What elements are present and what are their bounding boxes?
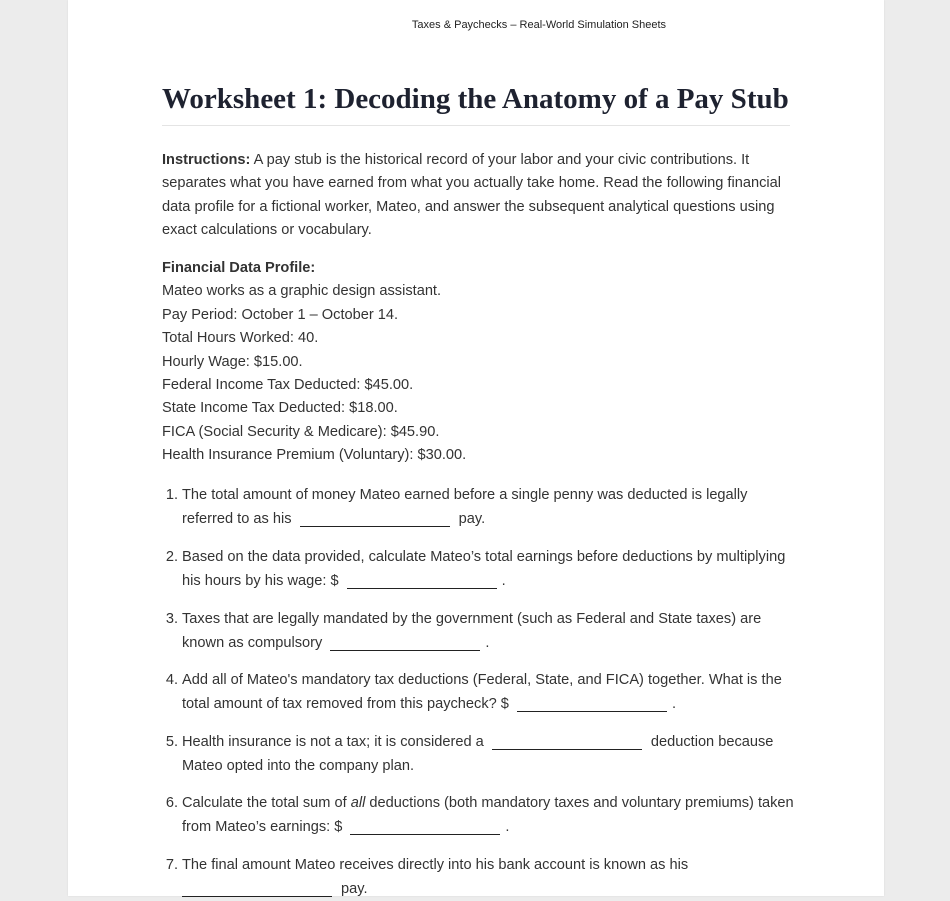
- profile-line: State Income Tax Deducted: $18.00.: [162, 400, 398, 417]
- profile-line: Total Hours Worked: 40.: [162, 330, 319, 347]
- answer-blank[interactable]: [300, 512, 450, 527]
- instructions: [162, 149, 790, 243]
- question-number: 4.: [165, 672, 178, 688]
- worksheet-page: [68, 0, 884, 896]
- question-6: [162, 792, 794, 839]
- question-text-end: pay.: [454, 510, 486, 527]
- question-text: The final amount Mateo receives directly into his bank account is known as his: [182, 857, 689, 873]
- question-5: [162, 731, 794, 778]
- question-number: 2.: [165, 549, 178, 565]
- instructions-text: A pay stub is the historical record of your labor and your civic contributions. It separates what you have earned from what you actually take home. Read the following financial data profile for a fictional worker, Mateo, and answer the subsequent analytical questions using exact calculations or vocabulary.: [162, 152, 781, 239]
- answer-blank[interactable]: [492, 735, 642, 750]
- answer-blank[interactable]: [347, 574, 497, 589]
- question-text-end: deduction because Mateo opted into the company plan.: [182, 734, 774, 774]
- question-text: Calculate the total sum of: [182, 795, 351, 811]
- answer-blank[interactable]: [330, 636, 480, 651]
- question-text: Health insurance is not a tax; it is considered a: [182, 734, 488, 750]
- running-header: Taxes & Paychecks – Real-World Simulation Sheets: [411, 19, 667, 31]
- question-1: [162, 484, 794, 531]
- emphasis-all: all: [350, 795, 366, 811]
- question-text-end: .: [505, 818, 510, 835]
- financial-data-profile: [162, 257, 790, 468]
- question-number: 5.: [165, 734, 178, 750]
- instructions-label: Instructions:: [162, 152, 251, 168]
- profile-line: Federal Income Tax Deducted: $45.00.: [162, 377, 414, 394]
- question-text: deductions (both mandatory taxes and voluntary premiums) taken from Mateo’s earnings: $: [182, 795, 794, 835]
- question-text: Taxes that are legally mandated by the government (such as Federal and State taxes) are known as compulsory: [182, 611, 762, 651]
- question-text-end: .: [671, 695, 677, 712]
- question-number: 1.: [165, 487, 178, 503]
- question-text: Based on the data provided, calculate Mateo’s total earnings before deductions by multiplying his hours by his wage: $: [182, 549, 786, 589]
- question-7: [162, 854, 794, 901]
- question-number: 6.: [165, 795, 178, 811]
- question-text: Add all of Mateo's mandatory tax deductions (Federal, State, and FICA) together. What is the total amount of tax removed from this paycheck? $: [182, 672, 782, 712]
- page-title: Worksheet 1: Decoding the Anatomy of a Pay Stub: [162, 83, 789, 115]
- profile-line: FICA (Social Security & Medicare): $45.90.: [162, 423, 440, 440]
- profile-heading: Financial Data Profile:: [162, 260, 316, 276]
- question-number: 7.: [165, 857, 178, 873]
- question-text: The total amount of money Mateo earned before a single penny was deducted is legally referred to as his: [182, 487, 748, 527]
- answer-blank[interactable]: [350, 820, 500, 835]
- question-text-end: pay.: [337, 880, 368, 897]
- answer-blank[interactable]: [182, 882, 332, 897]
- profile-line: Health Insurance Premium (Voluntary): $30.00.: [162, 447, 467, 464]
- question-4: [162, 669, 794, 716]
- title-divider: [162, 125, 790, 126]
- question-2: [162, 546, 794, 593]
- answer-blank[interactable]: [517, 697, 667, 712]
- question-text-end: .: [485, 634, 490, 651]
- profile-line: Pay Period: October 1 – October 14.: [162, 306, 399, 323]
- question-text-end: .: [501, 572, 506, 589]
- profile-line: Hourly Wage: $15.00.: [162, 353, 303, 370]
- profile-line: Mateo works as a graphic design assistant.: [162, 283, 442, 300]
- question-3: [162, 608, 794, 655]
- question-number: 3.: [165, 611, 178, 627]
